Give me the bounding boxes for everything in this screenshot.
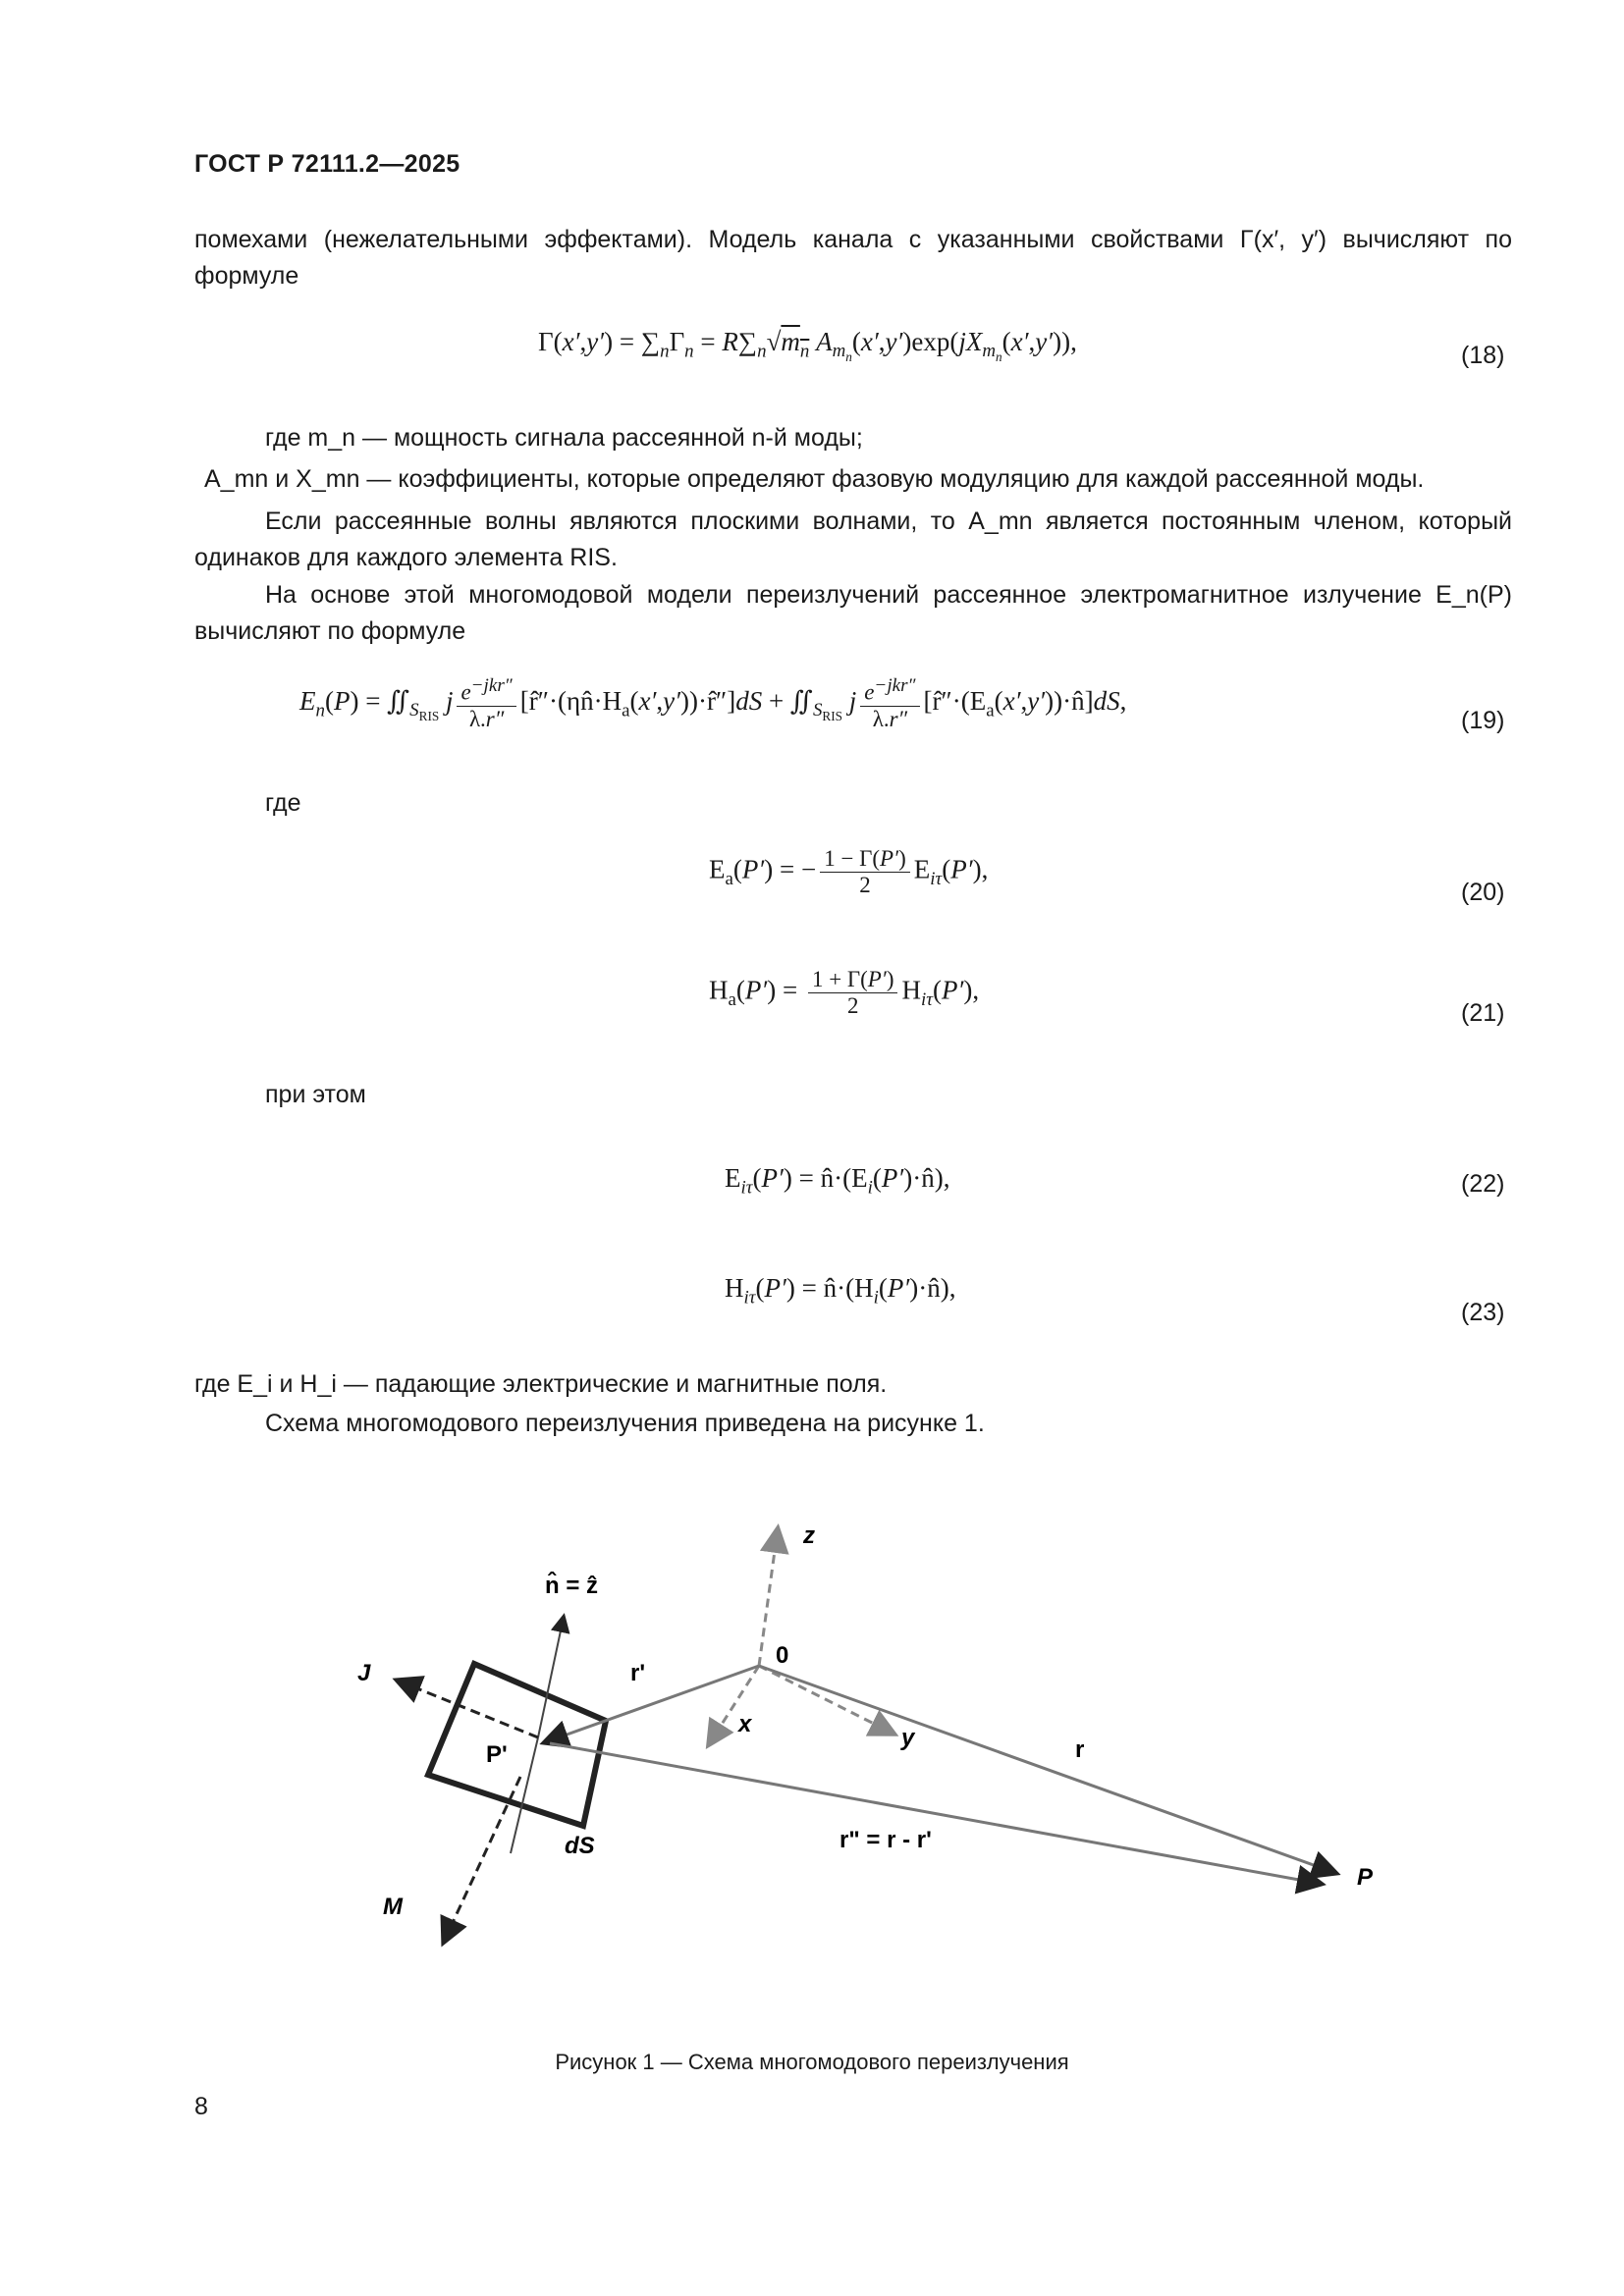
label-j: J	[357, 1660, 371, 1686]
normal-vector-lower	[511, 1737, 538, 1853]
document-header: ГОСТ Р 72111.2—2025	[194, 150, 460, 178]
definition-amn-xmn: A_mn и X_mn — коэффициенты, которые определяют фазовую модуляцию для каждой рассеянной моды.	[204, 465, 1425, 493]
label-y: y	[901, 1725, 915, 1751]
equation-18: $\Gamma(x',y') = \sum_n\Gamma_n = R\sum_n√m_n$ $A_{m_n}(x',y')\exp(jX_{m_n}(x',y'))$,	[538, 327, 1077, 365]
label-r: r	[1075, 1736, 1085, 1763]
normal-vector	[538, 1617, 564, 1737]
j-current-vector	[398, 1681, 538, 1737]
label-n-eq-z: n̂ = ẑ	[545, 1573, 599, 1599]
equation-23: $H_{i\tau}(P')$ = $n̂\cdot(H_i(P')\cdot n̂)$,	[725, 1273, 956, 1308]
equation-23-number: (23)	[1461, 1299, 1505, 1326]
equation-20: $E_a(P')$ = − $\frac{1 - \Gamma(P')}{2}$ $E_{i\tau}(P')$,	[709, 846, 989, 897]
figure-caption: Рисунок 1 — Схема многомодового переизлучения	[555, 2050, 1069, 2074]
with-label: при этом	[265, 1081, 366, 1108]
label-r-prime: r'	[630, 1660, 646, 1686]
equation-19: $E_n(P)$ = $∬_{S_{RIS}}$ j $\frac{e^{-jkr''}}{\lambda.r''}$ $[r̂''\cdot(\eta n̂\cdot H_a(x',y'))\cdot r̂'']dS$ + $∬_{S_{RIS}}$ j $\frac{e^{-jkr''}}{\lambda.r''}$ $[r̂''\cdot(E_a(x',y'))\cdot n̂]dS$,	[299, 675, 1127, 731]
y-axis	[759, 1666, 893, 1734]
equation-22: $E_{i\tau}(P')$ = $n̂\cdot(E_i(P')\cdot n̂)$,	[725, 1163, 950, 1199]
label-x: x	[738, 1711, 752, 1737]
r-double-prime-vector	[550, 1743, 1321, 1884]
label-r-double: r" = r - r'	[839, 1827, 932, 1853]
paragraph-channel-model: помехами (нежелательными эффектами). Модель канала с указанными свойствами Γ(x′, y′) вычисляют по формуле	[194, 226, 1512, 290]
paragraph-plane-waves: Если рассеянные волны являются плоскими волнами, то A_mn является постоянным членом, который одинаков для каждого элемента RIS.	[194, 507, 1512, 571]
label-p: P	[1357, 1864, 1374, 1891]
figure-reradiation-scheme	[324, 1492, 1404, 1963]
ds-surface-element	[428, 1664, 606, 1826]
page-number: 8	[194, 2093, 208, 2120]
paragraph-scheme-ref: Схема многомодового переизлучения приведена на рисунке 1.	[265, 1410, 985, 1437]
label-p-prime: P'	[486, 1741, 508, 1768]
where-label: где	[265, 789, 301, 817]
equation-21: $H_a(P')$ = $\frac{1 + \Gamma(P')}{2}$ $H_{i\tau}(P')$,	[709, 967, 980, 1018]
equation-21-number: (21)	[1461, 999, 1505, 1027]
equation-22-number: (22)	[1461, 1170, 1505, 1198]
label-ds: dS	[565, 1833, 595, 1859]
label-z: z	[803, 1522, 815, 1549]
label-m: M	[383, 1894, 403, 1920]
paragraph-fields: где E_i и H_i — падающие электрические и магнитные поля.	[194, 1370, 888, 1398]
equation-20-number: (20)	[1461, 879, 1505, 906]
definition-mn: где m_n — мощность сигнала рассеянной n-й моды;	[265, 424, 863, 452]
paragraph-model-basis: На основе этой многомодовой модели переизлучений рассеянное электромагнитное излучение E_n(P) вычисляют по формуле	[194, 581, 1512, 645]
r-prime-vector	[545, 1666, 759, 1742]
label-origin: 0	[776, 1642, 789, 1669]
equation-18-number: (18)	[1461, 342, 1505, 369]
equation-19-number: (19)	[1461, 707, 1505, 734]
